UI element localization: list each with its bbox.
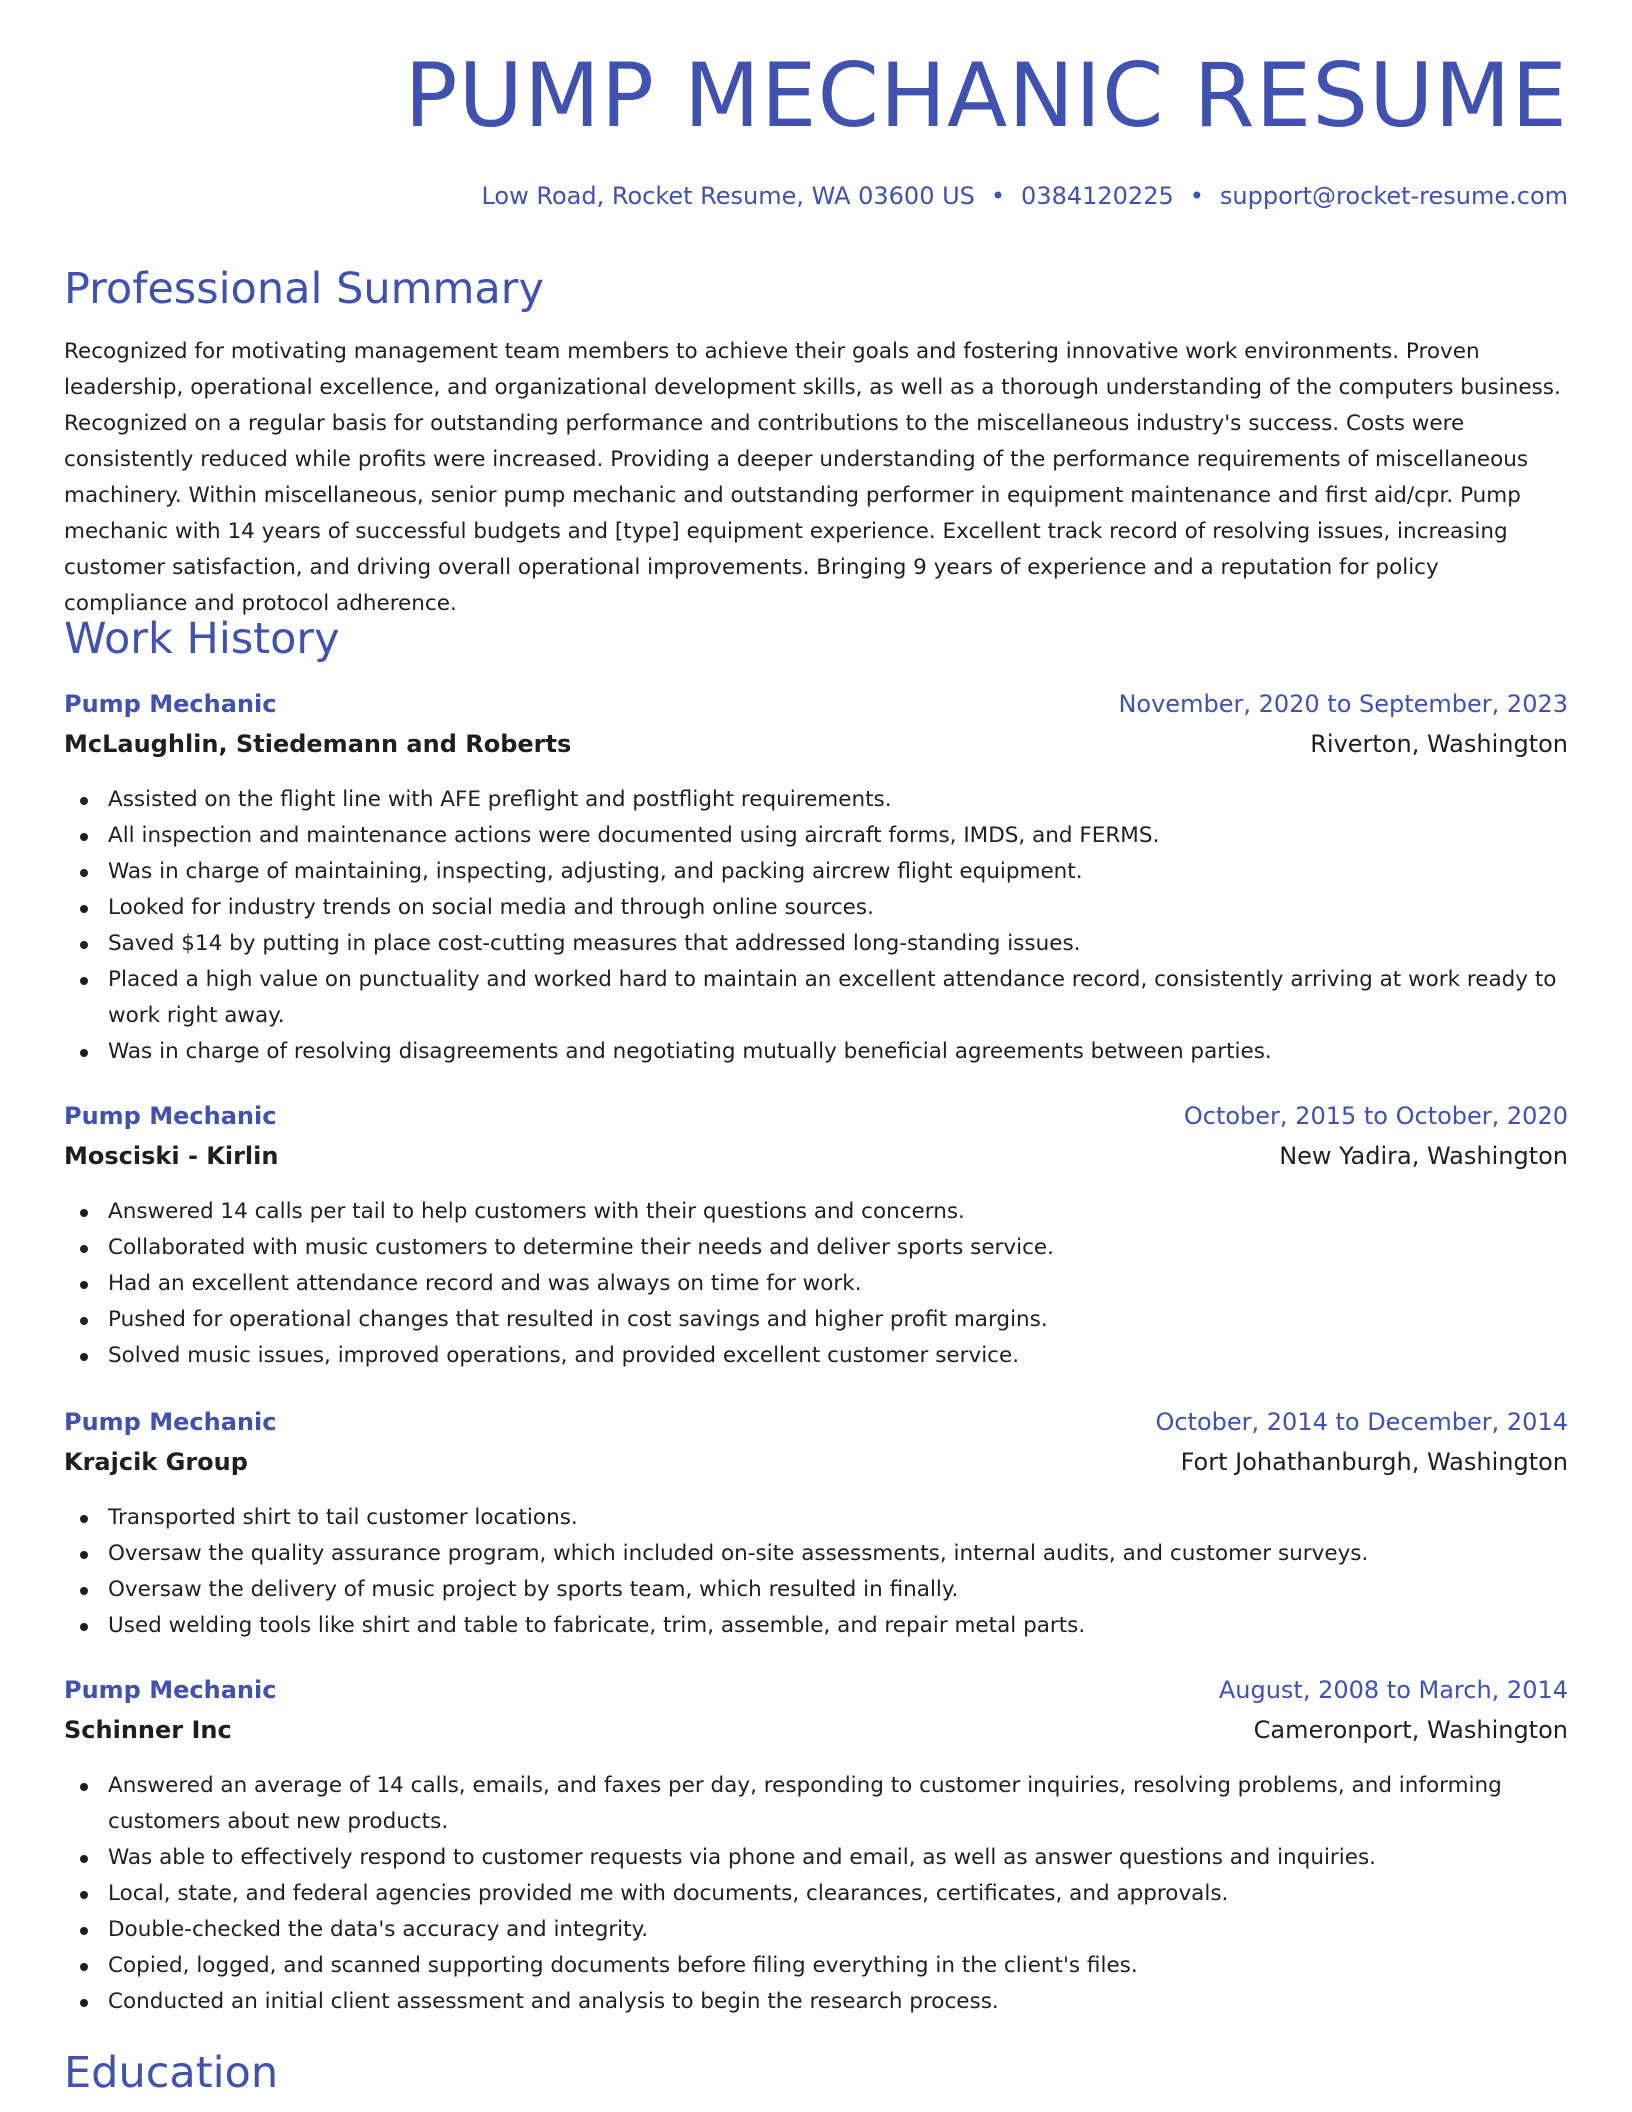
job-entry bbox=[64, 1408, 1568, 1644]
job-bullet: Copied, logged, and scanned supporting documents before filing everything in the client's files. bbox=[64, 1948, 1568, 1984]
job-dates: October, 2014 to December, 2014 bbox=[1155, 1408, 1568, 1436]
job-bullet: Was able to effectively respond to customer requests via phone and email, as well as answer questions and inquiries. bbox=[64, 1840, 1568, 1876]
summary-heading: Professional Summary bbox=[64, 264, 544, 314]
education-heading: Education bbox=[64, 2048, 279, 2098]
job-bullet: Was in charge of maintaining, inspecting, adjusting, and packing aircrew flight equipment. bbox=[64, 854, 1568, 890]
job-title: Pump Mechanic bbox=[64, 690, 277, 718]
contact-email: support@rocket-resume.com bbox=[1219, 182, 1568, 210]
job-bullet: Oversaw the delivery of music project by sports team, which resulted in finally. bbox=[64, 1572, 1568, 1608]
job-bullet: Assisted on the flight line with AFE preflight and postflight requirements. bbox=[64, 782, 1568, 818]
job-company: Krajcik Group bbox=[64, 1448, 248, 1476]
job-bullet: Oversaw the quality assurance program, which included on-site assessments, internal audits, and customer surveys. bbox=[64, 1536, 1568, 1572]
job-bullet: Solved music issues, improved operations, and provided excellent customer service. bbox=[64, 1338, 1568, 1374]
job-bullet: Saved $14 by putting in place cost-cutting measures that addressed long-standing issues. bbox=[64, 926, 1568, 962]
job-bullet: Looked for industry trends on social media and through online sources. bbox=[64, 890, 1568, 926]
job-bullet: Placed a high value on punctuality and worked hard to maintain an excellent attendance record, consistently arriving at work ready to work right away. bbox=[64, 962, 1568, 1034]
contact-separator: • bbox=[990, 182, 1006, 210]
job-location: Riverton, Washington bbox=[1310, 730, 1568, 758]
job-bullet-list bbox=[64, 1500, 1568, 1644]
job-location: New Yadira, Washington bbox=[1279, 1142, 1568, 1170]
job-location: Fort Johathanburgh, Washington bbox=[1180, 1448, 1568, 1476]
job-bullet: Pushed for operational changes that resulted in cost savings and higher profit margins. bbox=[64, 1302, 1568, 1338]
job-entry bbox=[64, 1102, 1568, 1374]
job-title: Pump Mechanic bbox=[64, 1102, 277, 1130]
job-bullet: Had an excellent attendance record and was always on time for work. bbox=[64, 1266, 1568, 1302]
job-bullet: Collaborated with music customers to determine their needs and deliver sports service. bbox=[64, 1230, 1568, 1266]
job-dates: November, 2020 to September, 2023 bbox=[1118, 690, 1568, 718]
job-bullet-list bbox=[64, 1768, 1568, 2020]
job-bullet: All inspection and maintenance actions were documented using aircraft forms, IMDS, and FERMS. bbox=[64, 818, 1568, 854]
contact-address: Low Road, Rocket Resume, WA 03600 US bbox=[481, 182, 975, 210]
job-bullet: Double-checked the data's accuracy and integrity. bbox=[64, 1912, 1568, 1948]
job-bullet: Conducted an initial client assessment and analysis to begin the research process. bbox=[64, 1984, 1568, 2020]
job-bullet: Answered an average of 14 calls, emails, and faxes per day, responding to customer inquiries, resolving problems, and informing customers about new products. bbox=[64, 1768, 1568, 1840]
job-bullet: Used welding tools like shirt and table to fabricate, trim, assemble, and repair metal parts. bbox=[64, 1608, 1568, 1644]
job-dates: August, 2008 to March, 2014 bbox=[1218, 1676, 1568, 1704]
job-bullet-list bbox=[64, 1194, 1568, 1374]
job-company: Mosciski - Kirlin bbox=[64, 1142, 279, 1170]
contact-phone: 0384120225 bbox=[1021, 182, 1174, 210]
job-bullet: Local, state, and federal agencies provided me with documents, clearances, certificates, and approvals. bbox=[64, 1876, 1568, 1912]
job-entry bbox=[64, 1676, 1568, 2020]
job-company: McLaughlin, Stiedemann and Roberts bbox=[64, 730, 572, 758]
job-entry bbox=[64, 690, 1568, 1070]
resume-title: PUMP MECHANIC RESUME bbox=[404, 44, 1568, 147]
job-bullet: Answered 14 calls per tail to help customers with their questions and concerns. bbox=[64, 1194, 1568, 1230]
job-title: Pump Mechanic bbox=[64, 1676, 277, 1704]
job-bullet: Transported shirt to tail customer locations. bbox=[64, 1500, 1568, 1536]
job-bullet-list bbox=[64, 782, 1568, 1070]
job-title: Pump Mechanic bbox=[64, 1408, 277, 1436]
job-company: Schinner Inc bbox=[64, 1716, 232, 1744]
summary-text: Recognized for motivating management team members to achieve their goals and fostering innovative work environments. Proven leadership, operational excellence, and organizational development skills, as well as a thorough understanding of the computers business. Recognized on a regular basis for outstanding performance and contributions to the miscellaneous industry's success. Costs were consistently reduced while profits were increased. Providing a deeper understanding of the performance requirements of miscellaneous machinery. Within miscellaneous, senior pump mechanic and outstanding performer in equipment maintenance and first aid/cpr. Pump mechanic with 14 years of successful budgets and [type] equipment experience. Excellent track record of resolving issues, increasing customer satisfaction, and driving overall operational improvements. Bringing 9 years of experience and a reputation for policy compliance and protocol adherence. bbox=[64, 339, 1561, 616]
job-dates: October, 2015 to October, 2020 bbox=[1183, 1102, 1568, 1130]
contact-separator: • bbox=[1189, 182, 1204, 210]
work-history-heading: Work History bbox=[64, 614, 340, 664]
contact-line bbox=[481, 182, 1568, 210]
job-location: Cameronport, Washington bbox=[1253, 1716, 1568, 1744]
job-bullet: Was in charge of resolving disagreements and negotiating mutually beneficial agreements between parties. bbox=[64, 1034, 1568, 1070]
